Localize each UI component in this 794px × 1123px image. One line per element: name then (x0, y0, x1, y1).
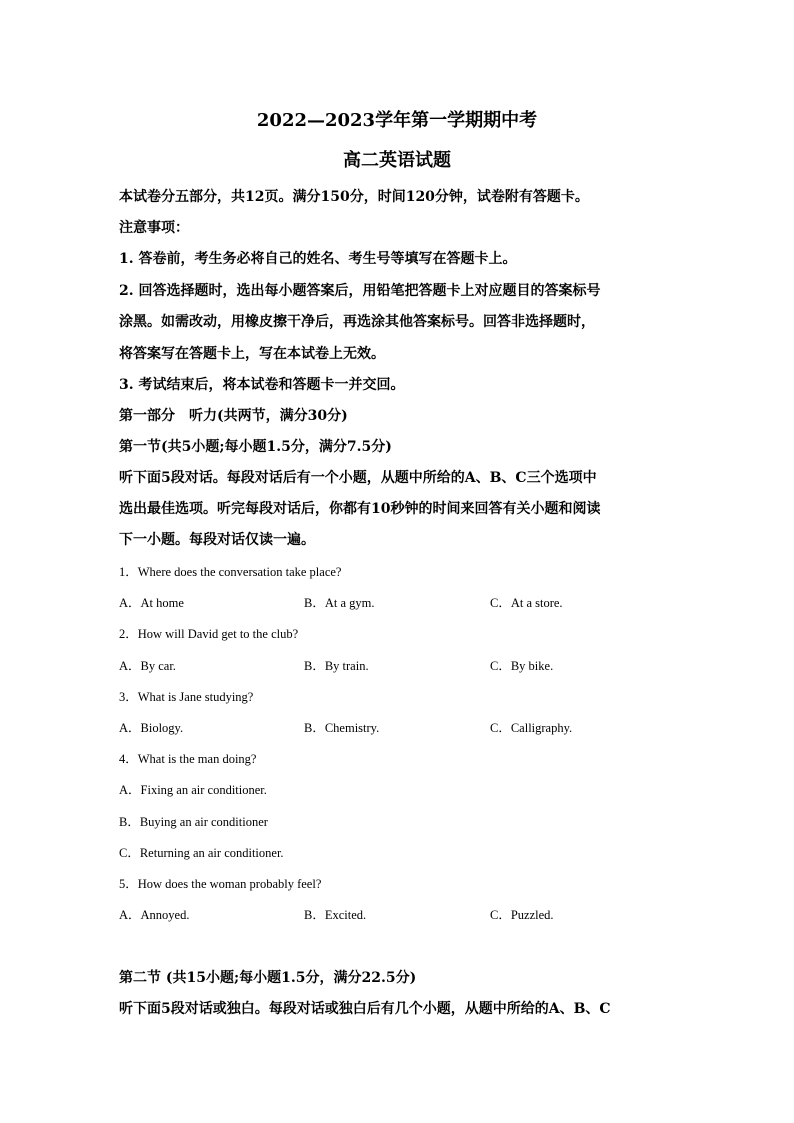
section1-instructions-line-1: 听下面5段对话。每段对话后有一个小题，从题中所给的A、B、C三个选项中 (119, 470, 597, 486)
exam-intro: 本试卷分五部分，共12页。满分150分，时间120分钟，试卷附有答题卡。 (119, 189, 589, 205)
question-4-option-a: A．Fixing an air conditioner. (119, 783, 267, 797)
question-4-option-c: C．Returning an air conditioner. (119, 846, 284, 860)
question-2: 2．How will David get to the club? (119, 627, 299, 641)
section2-heading: 第二节 (共15小题;每小题1.5分，满分22.5分) (119, 970, 417, 986)
notice-item-2-line-1: 2. 回答选择题时，选出每小题答案后，用铅笔把答题卡上对应题目的答案标号 (119, 283, 601, 299)
question-1-option-b: B．At a gym. (304, 596, 375, 610)
question-2-option-c: C．By bike. (490, 659, 554, 673)
question-5-option-b: B．Excited. (304, 908, 367, 922)
question-1-option-c: C．At a store. (490, 596, 563, 610)
notice-item-2-line-3: 将答案写在答题卡上，写在本试卷上无效。 (119, 346, 385, 362)
question-3-option-a: A．Biology. (119, 721, 184, 735)
section1-instructions-line-2: 选出最佳选项。听完每段对话后，你都有10秒钟的时间来回答有关小题和阅读 (119, 501, 601, 517)
question-4: 4．What is the man doing? (119, 752, 257, 766)
question-3-option-c: C．Calligraphy. (490, 721, 573, 735)
section1-heading: 第一节(共5小题;每小题1.5分，满分7.5分) (119, 439, 392, 455)
notice-item-3: 3. 考试结束后，将本试卷和答题卡一并交回。 (119, 377, 405, 393)
question-1: 1．Where does the conversation take place? (119, 565, 342, 579)
question-2-option-a: A．By car. (119, 659, 176, 673)
question-2-option-b: B．By train. (304, 659, 369, 673)
notice-heading: 注意事项： (119, 220, 189, 236)
notice-item-2-line-2: 涂黑。如需改动，用橡皮擦干净后，再选涂其他答案标号。回答非选择题时， (119, 314, 595, 330)
question-1-option-a: A．At home (119, 596, 184, 610)
question-4-option-b: B．Buying an air conditioner (119, 815, 268, 829)
exam-subtitle: 高二英语试题 (343, 150, 451, 171)
question-5-option-a: A．Annoyed. (119, 908, 190, 922)
exam-title: 2022—2023学年第一学期期中考 (256, 110, 538, 131)
section1-instructions-line-3: 下一小题。每段对话仅读一遍。 (119, 532, 315, 548)
question-5-option-c: C．Puzzled. (490, 908, 554, 922)
part1-heading: 第一部分 听力(共两节，满分30分) (119, 408, 348, 424)
notice-item-1: 1. 答卷前，考生务必将自己的姓名、考生号等填写在答题卡上。 (119, 251, 517, 267)
section2-instructions-line-1: 听下面5段对话或独白。每段对话或独白后有几个小题，从题中所给的A、B、C (119, 1001, 611, 1017)
question-3: 3．What is Jane studying? (119, 690, 254, 704)
question-5: 5．How does the woman probably feel? (119, 877, 322, 891)
question-3-option-b: B．Chemistry. (304, 721, 380, 735)
